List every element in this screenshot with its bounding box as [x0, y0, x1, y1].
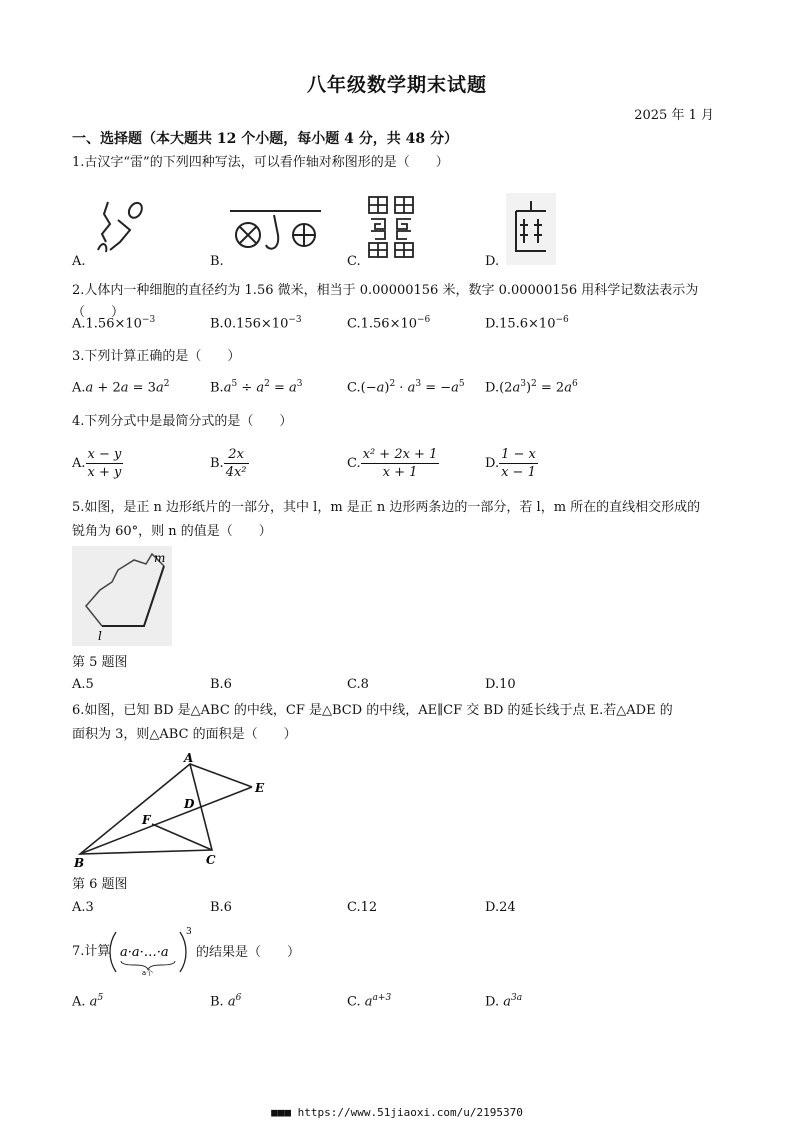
question-4-stem: 4.下列分式中是最简分式的是（ ） [72, 414, 293, 429]
exam-date: 2025 年 1 月 [634, 108, 714, 123]
q4-option-a: A. $\frac{x - y}{x + y}$ [72, 447, 122, 480]
question-3-stem: 3.下列计算正确的是（ ） [72, 349, 241, 364]
q5-option-b: B.6 [210, 677, 232, 692]
q1-option-a: A. [72, 254, 86, 269]
q6-point-d: D [184, 797, 195, 811]
q4-option-d: D. $\frac{1 - x}{x - 1}$ [485, 447, 536, 480]
q7-inner: a·a·…·a [120, 945, 169, 960]
q7-option-d: D. $a^{3a}$ [485, 993, 523, 1010]
q6-figure [72, 750, 272, 870]
section-heading: 一、选择题（本大题共 12 个小题，每小题 4 分，共 48 分） [72, 131, 458, 147]
q2-option-a: $A.1.56\times 10^{-3}$ [72, 315, 156, 332]
q6-point-f: F [142, 813, 151, 827]
q3-option-c: $C.(-a)^2 \cdot a^3 = -a^5$ [347, 379, 465, 396]
q7-under: a个 [142, 969, 154, 976]
q6-option-d: D.24 [485, 900, 516, 915]
question-5-stem-line1: 5.如图，是正 n 边形纸片的一部分，其中 l，m 是正 n 边形两条边的一部分，若 l，m 所在的直线相交形成的 [72, 500, 701, 515]
footer-link[interactable]: ■■■ https://www.51jiaoxi.com/u/2195370 [271, 1106, 523, 1119]
q1-figure-a [90, 190, 160, 260]
q2-option-c: $C.1.56\times 10^{-6}$ [347, 315, 431, 332]
q5-option-a: A.5 [72, 677, 94, 692]
q5-option-c: C.8 [347, 677, 369, 692]
q7-option-c: C. $a^{a+3}$ [347, 993, 392, 1010]
q1-figure-b [228, 205, 323, 260]
page-title: 八年级数学期末试题 [306, 74, 487, 96]
q5-option-d: D.10 [485, 677, 516, 692]
q2-option-b: $B.0.156\times 10^{-3}$ [210, 315, 302, 332]
q6-point-b: B [74, 856, 85, 870]
question-6-stem-line2: 面积为 3，则△ABC 的面积是（ ） [72, 727, 297, 742]
q4-option-b: B. $\frac{2x}{\text{4x²}}$ [210, 447, 247, 480]
q6-option-b: B.6 [210, 900, 232, 915]
question-6-stem-line1: 6.如图，已知 BD 是△ABC 的中线，CF 是△BCD 的中线，AE∥CF 交 BD 的延长线于点 E.若△ADE 的 [72, 703, 673, 718]
question-7-suffix: 的结果是（ ） [196, 945, 301, 960]
q7-expression [108, 924, 192, 976]
q6-point-a: A [184, 751, 194, 765]
q7-option-a: A. $a^5$ [72, 993, 104, 1010]
q3-option-b: $B.a^5 \div a^2 = a^3$ [210, 379, 303, 396]
q4-option-c: C. $\frac{\text{x² + 2x + 1}}{x + 1}$ [347, 447, 438, 480]
q3-option-a: $A.a + 2a = 3a^2$ [72, 379, 170, 396]
q6-option-a: A.3 [72, 900, 94, 915]
q5-label-m: m [154, 551, 166, 565]
q6-point-e: E [255, 781, 265, 795]
q3-option-d: $D.(2a^3)^2 = 2a^6$ [485, 379, 578, 396]
q6-caption: 第 6 题图 [72, 877, 128, 892]
q6-option-c: C.12 [347, 900, 378, 915]
q6-point-c: C [206, 853, 216, 867]
question-5-stem-line2: 锐角为 60°，则 n 的值是（ ） [72, 524, 272, 539]
q1-option-d: D. [485, 254, 500, 269]
q5-caption: 第 5 题图 [72, 655, 128, 670]
q5-figure [72, 546, 172, 646]
question-2-stem: 2.人体内一种细胞的直径约为 1.56 微米，相当于 0.00000156 米，数字 0.00000156 用科学记数法表示为（ ） [72, 283, 699, 320]
q2-option-d: $D.15.6\times 10^{-6}$ [485, 315, 569, 332]
q5-label-l: l [98, 629, 102, 643]
q1-figure-d [506, 193, 556, 265]
q1-option-c: C. [347, 254, 361, 269]
question-7-prefix: 7.计算 [72, 944, 111, 959]
q7-power: 3 [186, 927, 192, 937]
q1-option-b: B. [210, 254, 224, 269]
question-1-stem: 1.古汉字“雷”的下列四种写法，可以看作轴对称图形的是（ ） [72, 155, 449, 170]
q1-figure-c [365, 193, 420, 261]
q7-option-b: B. $a^6$ [210, 993, 242, 1010]
